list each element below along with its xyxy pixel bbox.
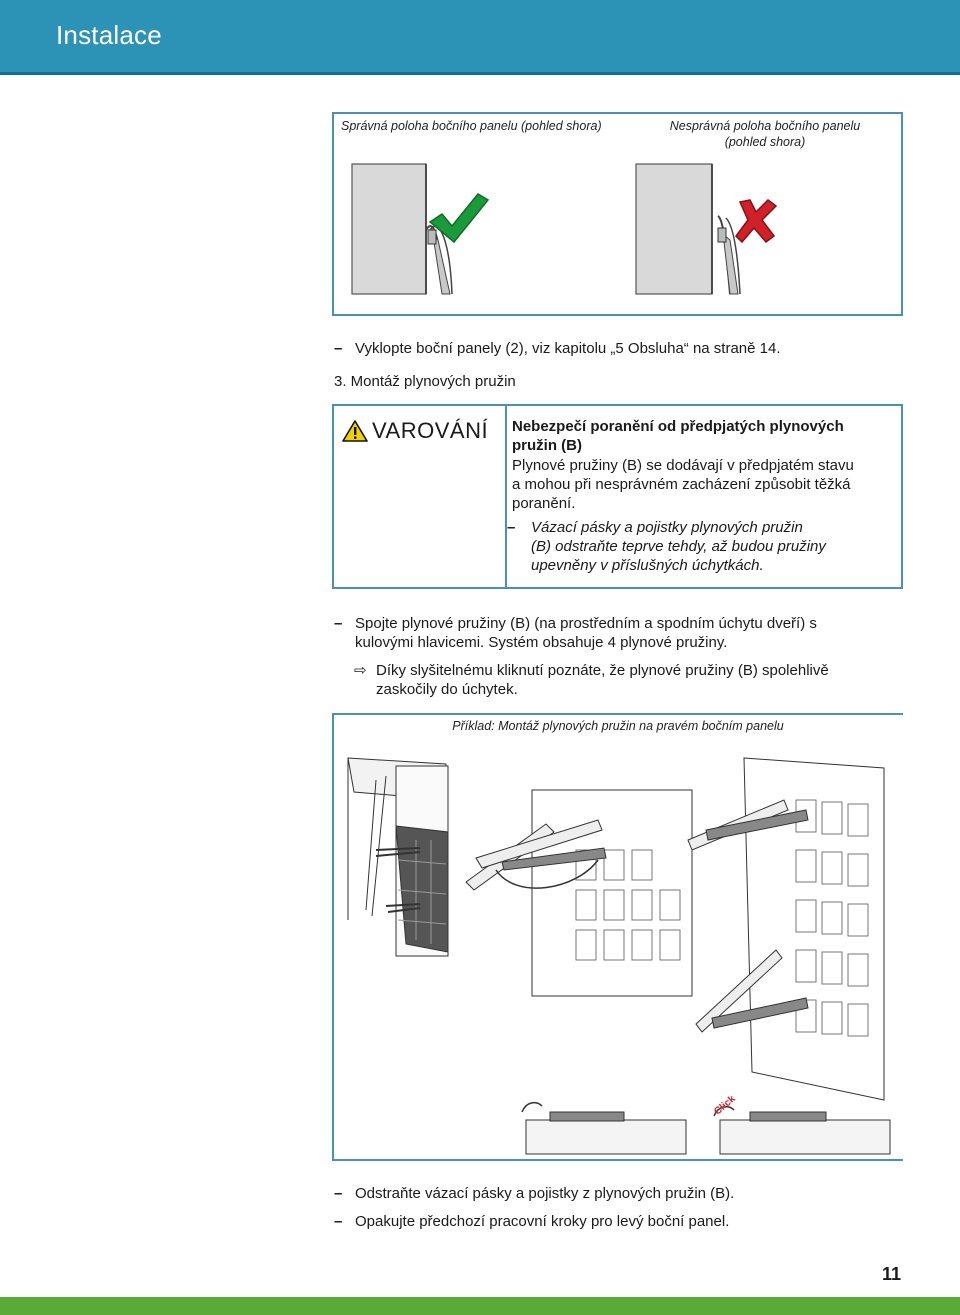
warning-title-line2: pružin (B) <box>512 437 582 454</box>
final-step-a-dash: – <box>334 1185 343 1202</box>
warning-item-dash: – <box>507 519 516 536</box>
checkmark-icon <box>428 192 490 244</box>
example-figure-bottom-border <box>332 1159 903 1161</box>
warning-triangle-icon <box>342 420 368 442</box>
correct-position-caption: Správná poloha bočního panelu (pohled shora) <box>341 119 602 133</box>
warning-item-line2: (B) odstraňte teprve tehdy, až budou pružiny <box>531 538 826 555</box>
example-figure-top-border <box>332 713 903 715</box>
page-number: 11 <box>882 1264 902 1284</box>
result-arrow-icon: ⇨ <box>354 662 367 679</box>
click-label: Click <box>712 1093 738 1118</box>
result-line2: zaskočily do úchytek. <box>376 681 518 698</box>
wrong-position-caption-line2: (pohled shora) <box>724 135 806 149</box>
cross-icon <box>734 198 778 244</box>
warning-body-line2: a mohou při nesprávném zacházení způsobit těžká <box>512 476 851 493</box>
final-step-b: Opakujte předchozí pracovní kroky pro levý boční panel. <box>355 1213 730 1230</box>
middle-panel-drawing <box>466 790 692 996</box>
overview-drawing <box>348 758 448 956</box>
wrong-position-caption-line1: Nesprávná poloha bočního panelu <box>669 119 861 133</box>
warning-item-line3: upevněny v příslušných úchytkách. <box>531 557 764 574</box>
warning-divider <box>505 406 507 587</box>
final-step-a: Odstraňte vázací pásky a pojistky z plynových pružin (B). <box>355 1185 735 1202</box>
result-line1: Díky slyšitelnému kliknutí poznáte, že plynové pružiny (B) spolehlivě <box>376 662 829 679</box>
section-heading: 3. Montáž plynových pružin <box>334 373 516 390</box>
warning-label: VAROVÁNÍ <box>372 418 489 443</box>
right-panel-drawing <box>688 758 884 1100</box>
step1-dash: – <box>334 340 343 357</box>
detail-strip-left <box>522 1103 686 1154</box>
final-step-b-dash: – <box>334 1213 343 1230</box>
warning-title-line1: Nebezpečí poranění od předpjatých plynových <box>512 418 844 435</box>
connect-line2: kulovými hlavicemi. Systém obsahuje 4 plynové pružiny. <box>355 634 728 651</box>
example-figure-left-border <box>332 713 334 1161</box>
page-title: Instalace <box>56 20 162 50</box>
detail-strip-right <box>714 1107 890 1154</box>
warning-body-line3: poranění. <box>512 495 576 512</box>
connect-line1: Spojte plynové pružiny (B) (na prostředním a spodním úchytu dveří) s <box>355 615 817 632</box>
example-figure-caption: Příklad: Montáž plynových pružin na pravém bočním panelu <box>452 719 784 733</box>
warning-item-line1: Vázací pásky a pojistky plynových pružin <box>531 519 803 536</box>
connect-dash: – <box>334 615 343 632</box>
header-divider <box>0 72 960 75</box>
footer-bar <box>0 1297 960 1315</box>
gas-spring-mounting-illustration <box>336 740 902 1158</box>
warning-body-line1: Plynové pružiny (B) se dodávají v předpjatém stavu <box>512 457 854 474</box>
step1-text: Vyklopte boční panely (2), viz kapitolu „5 Obsluha“ na straně 14. <box>355 340 781 357</box>
